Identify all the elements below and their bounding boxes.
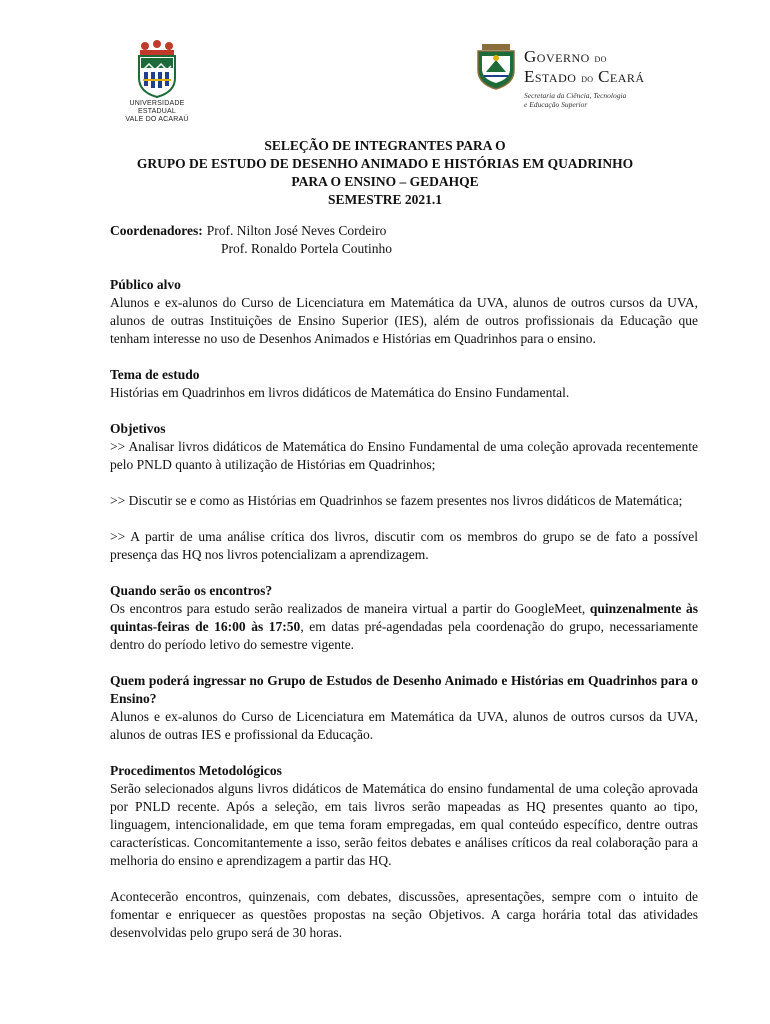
section-text-publico: Alunos e ex-alunos do Curso de Licenciatura em Matemática da UVA, alunos de outros cursos da UVA, alunos de outras Instituições de Ensino Superior (IES), além de outros profissionais da Educação que tenham interesse no uso de Desenhos Animados e Histórias em Quadrinhos para o ensino. bbox=[110, 295, 698, 346]
objective-item: >> Analisar livros didáticos de Matemática do Ensino Fundamental de uma coleção aprovada recentemente pelo PNLD quanto à utilização de Histórias em Quadrinhos; bbox=[110, 439, 698, 472]
governo-ceara-logo bbox=[472, 42, 662, 109]
section-text-tema: Histórias em Quadrinhos em livros didáticos de Matemática do Ensino Fundamental. bbox=[110, 385, 570, 400]
gov-title-line2: Estado do Ceará bbox=[524, 67, 645, 86]
section-heading-tema: Tema de estudo bbox=[110, 367, 200, 382]
uva-logo bbox=[112, 40, 202, 124]
ceara-coat-of-arms-icon bbox=[472, 42, 520, 90]
section-text-quando: Os encontros para estudo serão realizados de maneira virtual a partir do GoogleMeet, quinzenalmente às quintas-feiras de 16:00 às 17:50, em datas pré-agendadas pela coordenação do grupo, necessariamente dentro do período letivo do semestre vigente. bbox=[110, 601, 698, 652]
section-heading-quando: Quando serão os encontros? bbox=[110, 583, 273, 598]
meeting-schedule: quinzenalmente às quintas-feiras de 16:00 às 17:50 bbox=[110, 601, 698, 634]
objective-item: >> Discutir se e como as Histórias em Quadrinhos se fazem presentes nos livros didáticos de Matemática; bbox=[110, 493, 683, 508]
uva-logo-text: UNIVERSIDADE ESTADUAL VALE DO ACARAÚ bbox=[125, 100, 189, 123]
gov-subtitle: Secretaria da Ciência, Tecnologia e Educação Superior bbox=[524, 91, 627, 109]
section-text-procedimentos-2: Acontecerão encontros, quinzenais, com debates, discussões, apresentações, sempre com o intuito de fomentar e enriquecer as questões propostas na seção Objetivos. A carga horária total das atividades desenvolvidas pelo grupo será de 30 horas. bbox=[110, 889, 698, 940]
section-text-quem: Alunos e ex-alunos do Curso de Licenciatura em Matemática da UVA, alunos de outros cursos da UVA, alunos de outras IES e profissional da Educação. bbox=[110, 709, 698, 742]
coordinator-name: Prof. Nilton José Neves Cordeiro bbox=[206, 223, 387, 238]
section-heading-publico: Público alvo bbox=[110, 277, 181, 292]
section-heading-procedimentos: Procedimentos Metodológicos bbox=[110, 763, 282, 778]
uva-shield-icon bbox=[127, 40, 187, 98]
document-body bbox=[110, 222, 698, 942]
section-text-procedimentos-1: Serão selecionados alguns livros didáticos de Matemática do ensino fundamental de uma coleção aprovada por PNLD recente. Após a seleção, em tais livros serão mapeadas as HQ presentes quanto ao tipo, linguagem, intencionalidade, em que tema foram empregadas, em qual conteúdo específico, dentre outras características. Concomitantemente a isso, serão feitos debates e análises críticos da real colaboração para a melhoria do ensino e aprendizagem a partir das HQ. bbox=[110, 781, 698, 868]
coordinator-name: Prof. Ronaldo Portela Coutinho bbox=[221, 241, 392, 256]
document-title: SELEÇÃO DE INTEGRANTES PARA O GRUPO DE ESTUDO DE DESENHO ANIMADO E HISTÓRIAS EM QUADRINHO PARA O ENSINO – GEDAHQE SEMESTRE 2021.1 bbox=[136, 138, 634, 207]
section-heading-objetivos: Objetivos bbox=[110, 421, 166, 436]
coordinators-label: Coordenadores: bbox=[110, 223, 203, 238]
section-heading-quem: Quem poderá ingressar no Grupo de Estudos de Desenho Animado e Histórias em Quadrinhos para o Ensino? bbox=[110, 673, 698, 706]
objective-item: >> A partir de uma análise crítica dos livros, discutir com os membros do grupo se de fato a possível presença das HQ nos livros potencializam a aprendizagem. bbox=[110, 529, 698, 562]
coordinators-block bbox=[110, 222, 698, 258]
gov-title-line1: Governo do bbox=[524, 47, 607, 66]
